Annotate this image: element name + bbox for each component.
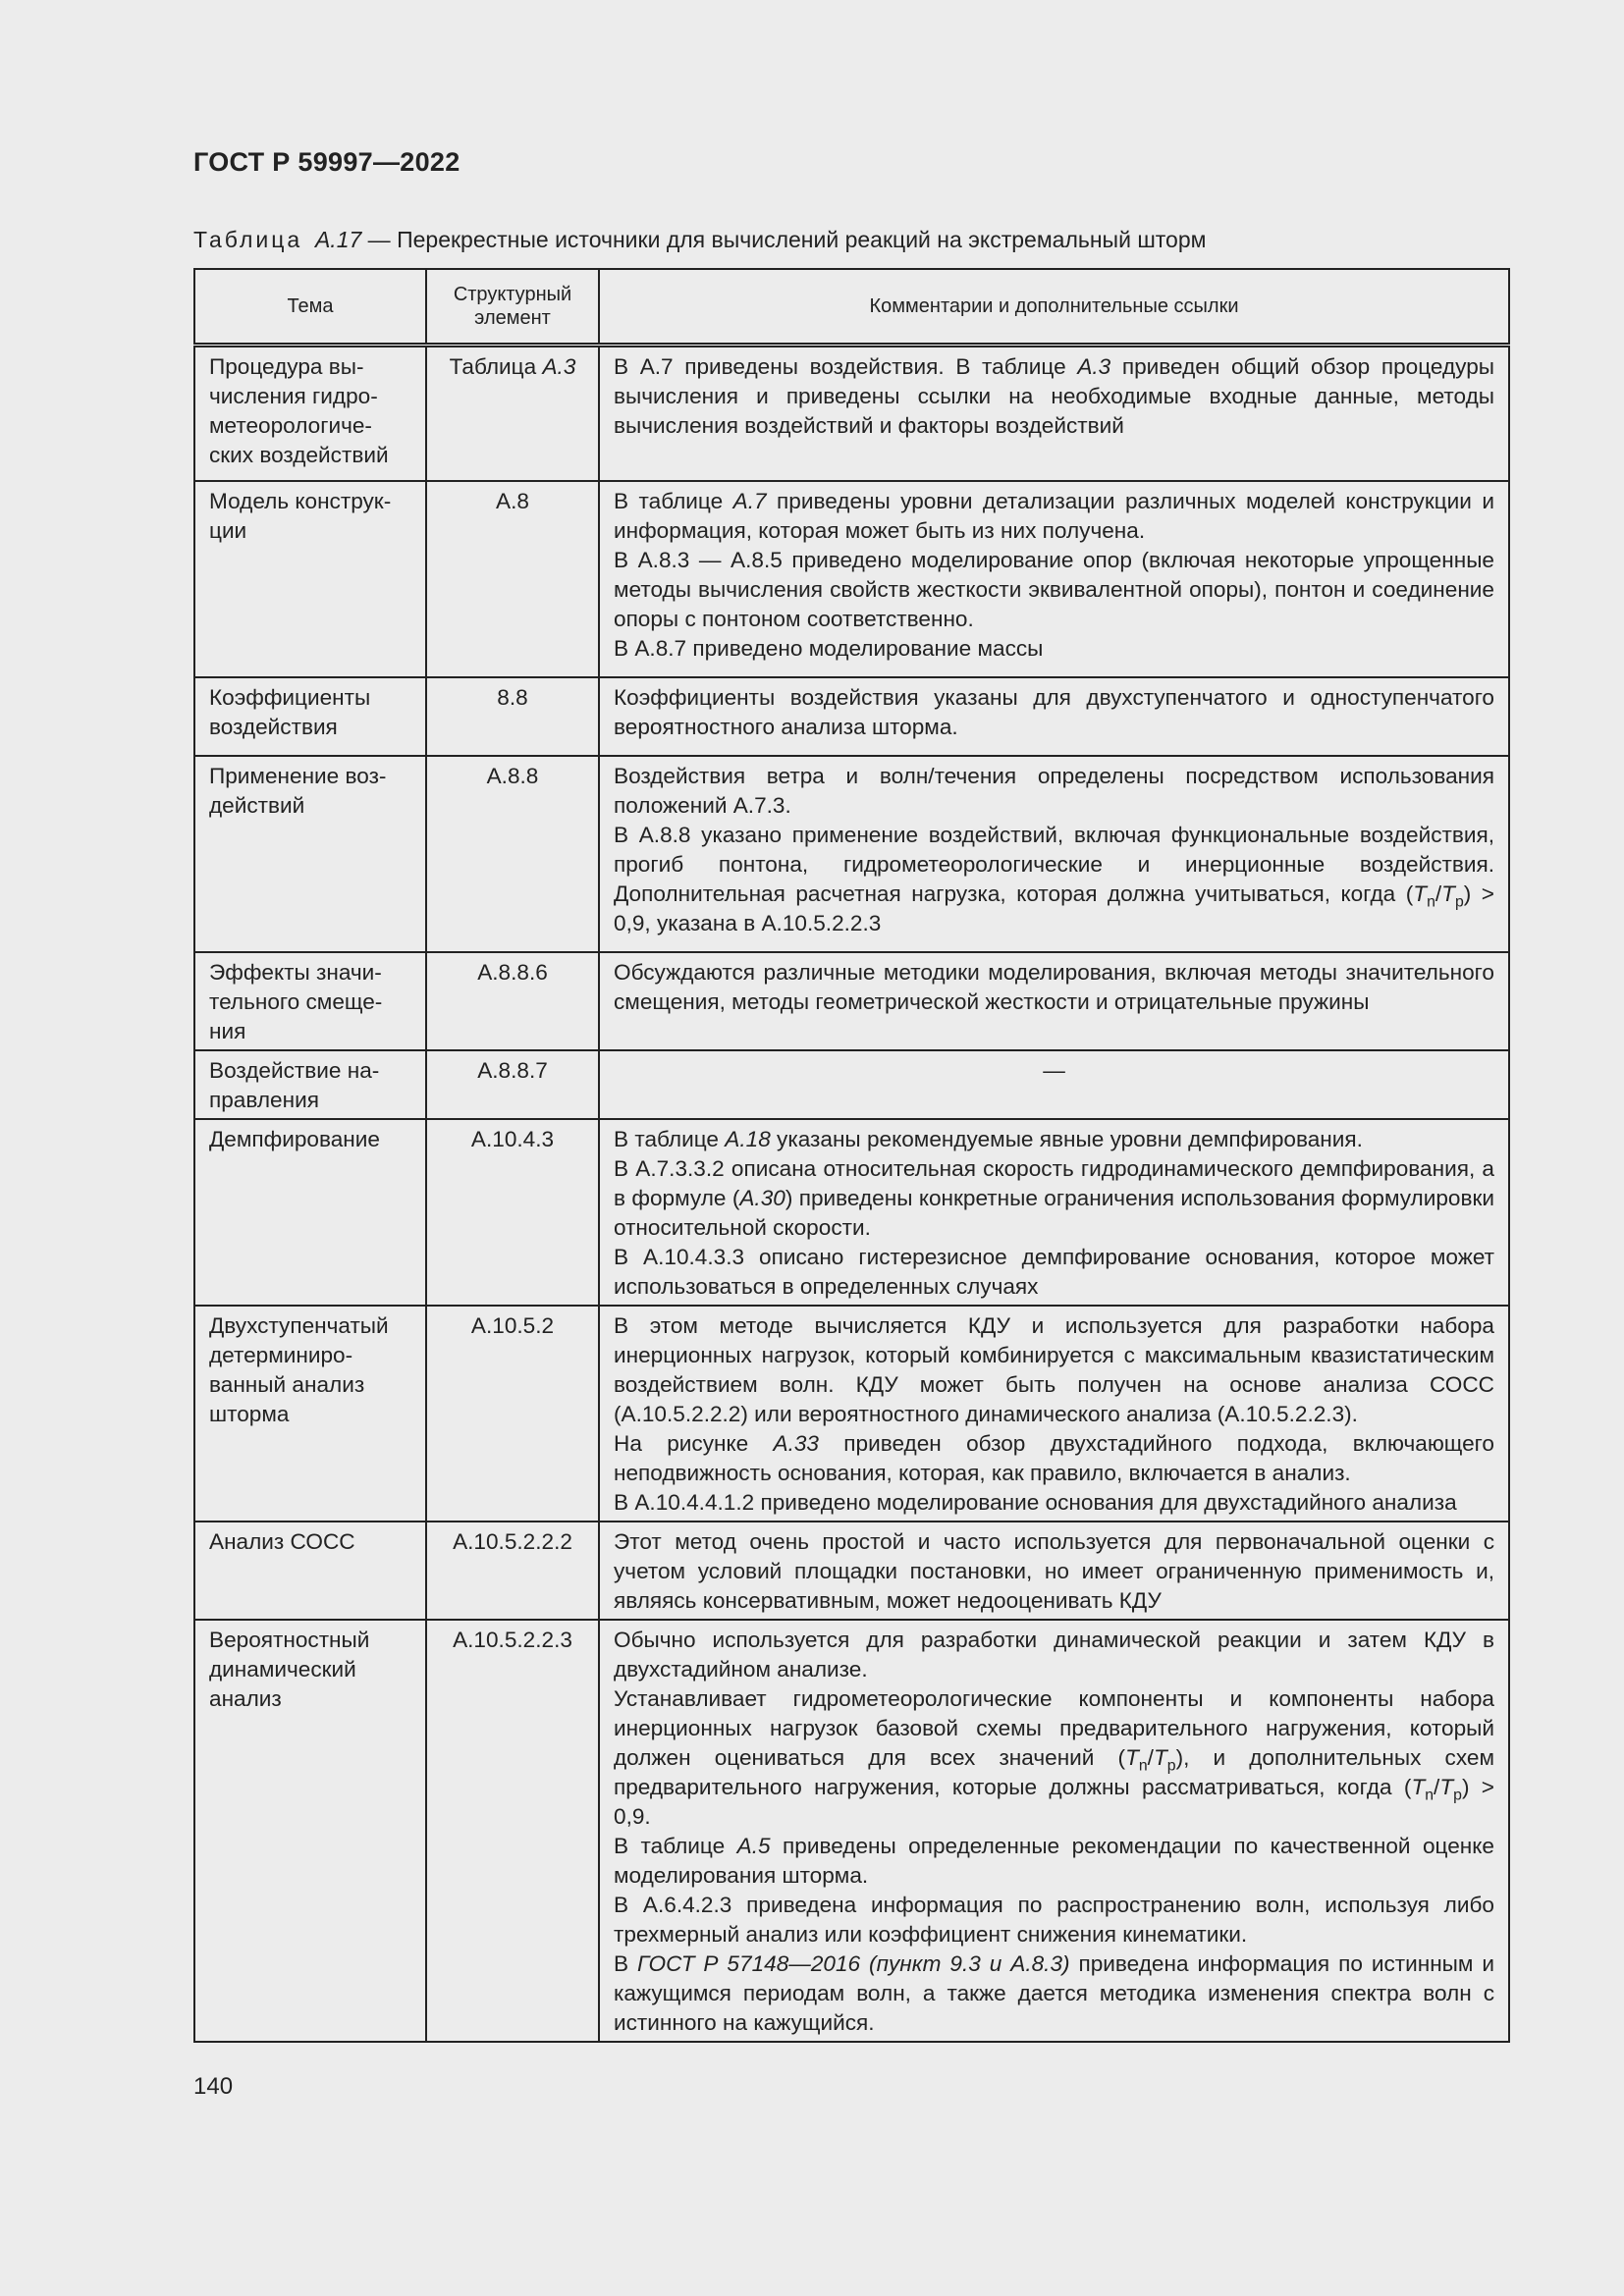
comment-paragraph: Воздействия ветра и волн/течения определены посредством использования положений А.7.3. (614, 763, 1494, 818)
comment-paragraph: В А.10.4.4.1.2 приведено моделирование основания для двухстадийного анализа (614, 1489, 1457, 1515)
sources-table (193, 268, 1510, 2043)
table-row (194, 1119, 1509, 1306)
table-row (194, 756, 1509, 952)
document-header: ГОСТ Р 59997—2022 (193, 147, 460, 177)
comment-paragraph: На рисунке A.33 приведен обзор двухстадийного подхода, включающего неподвижность основания, которая, как правило, включается в анализ. (614, 1430, 1494, 1485)
comment-paragraph: В таблице A.5 приведены определенные рекомендации по качественной оценке моделирования шторма. (614, 1833, 1494, 1888)
row-comments (599, 481, 1509, 677)
row-topic: Модель конструк-ции (194, 481, 426, 677)
comment-paragraph: В А.7.3.3.2 описана относительная скорость гидродинамического демпфирования, а в формуле (A.30) приведены конкретные ограничения использования формулировки относительной скорости. (614, 1155, 1494, 1240)
table-row (194, 1306, 1509, 1522)
row-topic: Эффекты значи-тельного смеще-ния (194, 952, 426, 1050)
comment-paragraph: В А.10.4.3.3 описано гистерезисное демпфирование основания, которое может использоваться в определенных случаях (614, 1244, 1494, 1299)
row-element: A.10.5.2.2.2 (426, 1522, 599, 1620)
comment-paragraph: В таблице A.7 приведены уровни детализации различных моделей конструкции и информация, которая может быть из них получена. (614, 488, 1494, 543)
row-comments (599, 1620, 1509, 2042)
row-element: A.8.8.7 (426, 1050, 599, 1119)
table-row (194, 952, 1509, 1050)
column-header-element: Структурный элемент (426, 269, 599, 346)
row-element: A.8.8 (426, 756, 599, 952)
comment-paragraph: В А.6.4.2.3 приведена информация по распространению волн, используя либо трехмерный анализ или коэффициент снижения кинематики. (614, 1892, 1494, 1947)
column-header-comments: Комментарии и дополнительные ссылки (599, 269, 1509, 346)
row-element: A.8 (426, 481, 599, 677)
comment-paragraph: В А.8.3 — А.8.5 приведено моделирование опор (включая некоторые упрощенные методы вычисления свойств жесткости эквивалентной опоры), понтон и соединение опоры с понтоном соответственно. (614, 547, 1494, 631)
row-element: A.8.8.6 (426, 952, 599, 1050)
row-comments (599, 756, 1509, 952)
row-topic: Демпфирование (194, 1119, 426, 1306)
row-comments (599, 1522, 1509, 1620)
comment-paragraph: Этот метод очень простой и часто используется для первоначальной оценки с учетом условий площадки постановки, но имеет ограниченную применимость и, являясь консервативным, может недооценивать КДУ (614, 1528, 1494, 1613)
row-topic: Процедура вы-числения гидро-метеорологиче-ских воздействий (194, 346, 426, 481)
comment-paragraph: В таблице A.18 указаны рекомендуемые явные уровни демпфирования. (614, 1126, 1363, 1151)
table-row (194, 481, 1509, 677)
comment-paragraph: Коэффициенты воздействия указаны для двухступенчатого и одноступенчатого вероятностного анализа шторма. (614, 684, 1494, 739)
comment-paragraph: В А.8.7 приведено моделирование массы (614, 635, 1044, 661)
row-comments (599, 677, 1509, 756)
row-topic: Анализ СОСС (194, 1522, 426, 1620)
caption-title: — Перекрестные источники для вычислений реакций на экстремальный шторм (361, 227, 1207, 252)
page-number: 140 (193, 2073, 234, 2100)
column-header-topic: Тема (194, 269, 426, 346)
row-topic: Коэффициенты воздействия (194, 677, 426, 756)
table-row (194, 1522, 1509, 1620)
row-topic: Двухступенчатый детерминиро-ванный анализ шторма (194, 1306, 426, 1522)
row-comments (599, 1050, 1509, 1119)
row-element: A.10.4.3 (426, 1119, 599, 1306)
comment-paragraph: — (1043, 1057, 1065, 1083)
comment-paragraph: В А.8.8 указано применение воздействий, включая функциональные воздействия, прогиб понтона, гидрометеорологические и инерционные воздействия. Дополнительная расчетная нагрузка, которая должна учитываться, когда $(T_n/T_p) > 0,9$, указана в А.10.5.2.2.3 (614, 822, 1494, 935)
table-row (194, 677, 1509, 756)
caption-prefix: Таблица (193, 227, 303, 252)
row-topic: Вероятностный динамический анализ (194, 1620, 426, 2042)
table-row (194, 346, 1509, 481)
row-comments (599, 952, 1509, 1050)
comment-paragraph: В ГОСТ Р 57148—2016 (пункт 9.3 и А.8.3) приведена информация по истинным и кажущимся периодам волн, а также дается методика изменения спектра волн с истинного на кажущийся. (614, 1950, 1494, 2035)
row-element: Таблица A.3 (426, 346, 599, 481)
table-row (194, 1050, 1509, 1119)
comment-paragraph: Устанавливает гидрометеорологические компоненты и компоненты набора инерционных нагрузок базовой схемы предварительного нагружения, который должен оцениваться для всех значений $(T_n/T_p)$, и дополнительных схем предварительного нагружения, которые должны рассматриваться, когда $(T_n/T_p) > 0,9$. (614, 1685, 1494, 1829)
comment-paragraph: Обычно используется для разработки динамической реакции и затем КДУ в двухстадийном анализе. (614, 1627, 1494, 1682)
row-topic: Применение воз-действий (194, 756, 426, 952)
comment-paragraph: Обсуждаются различные методики моделирования, включая методы значительного смещения, методы геометрической жесткости и отрицательные пружины (614, 959, 1494, 1014)
table-body (194, 346, 1509, 2042)
comment-paragraph: В А.7 приведены воздействия. В таблице A.3 приведен общий обзор процедуры вычисления и приведены ссылки на необходимые входные данные, методы вычисления воздействий и факторы воздействий (614, 354, 1494, 438)
row-element: A.10.5.2.2.3 (426, 1620, 599, 2042)
table-caption (193, 227, 1206, 253)
row-comments (599, 1306, 1509, 1522)
row-comments (599, 1119, 1509, 1306)
table-row (194, 1620, 1509, 2042)
caption-number: A.17 (314, 227, 362, 252)
row-element: 8.8 (426, 677, 599, 756)
row-element: A.10.5.2 (426, 1306, 599, 1522)
comment-paragraph: В этом методе вычисляется КДУ и используется для разработки набора инерционных нагрузок, который комбинируется с максимальным квазистатическим воздействием волн. КДУ может быть получен на основе анализа СОСС (А.10.5.2.2.2) или вероятностного динамического анализа (А.10.5.2.2.3). (614, 1312, 1494, 1426)
table-header-row (194, 269, 1509, 346)
row-comments (599, 346, 1509, 481)
row-topic: Воздействие на-правления (194, 1050, 426, 1119)
